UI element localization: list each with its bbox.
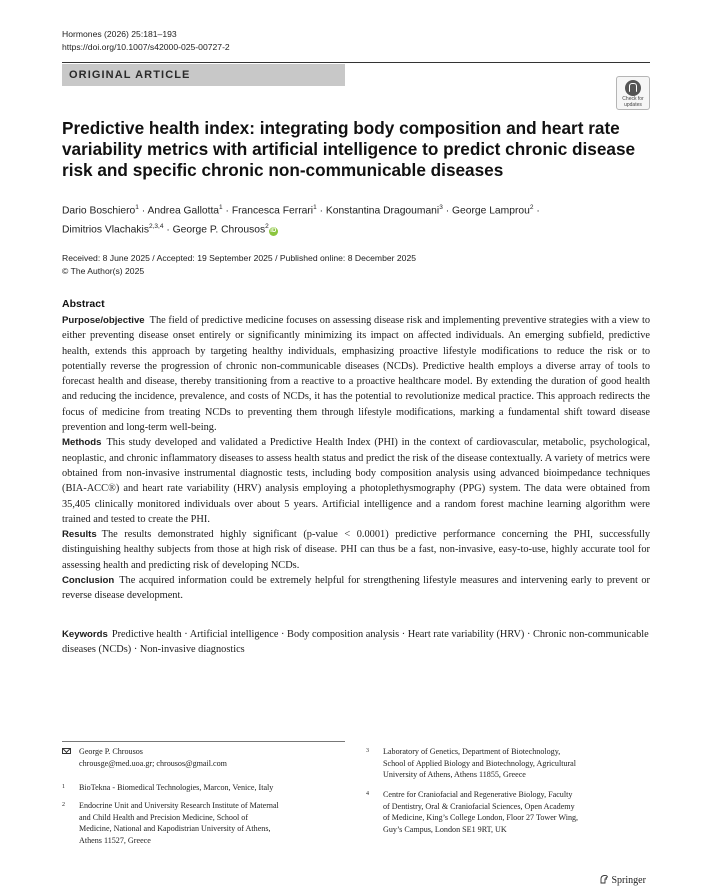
- title-line: variability metrics with artificial intelligence to predict chronic disease: [62, 139, 636, 159]
- correspondence-footnote: [62, 746, 352, 770]
- abstract-section: [62, 435, 650, 527]
- author-name[interactable]: Andrea Gallotta: [147, 205, 220, 217]
- author-name[interactable]: George Lamprou: [451, 205, 530, 217]
- section-text: The results demonstrated highly significant (p-value < 0.0001) predictive performance concerning the PHI, successfully distinguishing healthy subjects from those at high risk of disease. PHI can thus be a fast, non-invasive, easy-to-use, highly accurate tool for assessing health and predicting risk of developing NCDs.: [62, 529, 650, 571]
- abstract-section: [62, 527, 650, 573]
- title-line: Predictive health index: integrating body composition and heart rate: [62, 118, 620, 138]
- author-name[interactable]: Dimitrios Vlachakis: [62, 224, 149, 236]
- corresponding-author: George P. Chrousos: [79, 747, 143, 756]
- keywords-text: Predictive health · Artificial intelligence · Body composition analysis · Heart rate variability (HRV) · Chronic non-communicable diseases (NCDs) · Non-invasive diagnostics: [62, 629, 649, 655]
- section-label: Conclusion: [62, 575, 115, 587]
- footnote-rule: [62, 741, 345, 742]
- orcid-icon[interactable]: iD: [270, 227, 277, 234]
- affiliation-footnote: 4 Centre for Craniofacial and Regenerative Biology, Faculty of Dentistry, Oral & Craniofacial Sciences, Open Academy of Medicine, King’s College London, Floor 27 Tower Wing, Guy’s Campus, London SE1 9RT, UK: [366, 790, 579, 835]
- keywords: [62, 627, 650, 657]
- check-for-updates-badge[interactable]: [616, 76, 650, 110]
- bookmark-icon: [625, 80, 641, 96]
- article-type-banner: ORIGINAL ARTICLE: [62, 64, 345, 86]
- copyright: © The Author(s) 2025: [62, 265, 145, 276]
- author-name[interactable]: Francesca Ferrari: [231, 205, 314, 217]
- section-label: Results: [62, 529, 97, 541]
- corresponding-email[interactable]: chrousge@med.uoa.gr; chrousos@gmail.com: [79, 758, 227, 768]
- journal-header: [62, 28, 230, 54]
- envelope-icon: [62, 748, 71, 754]
- publisher-logo: [599, 874, 646, 886]
- section-label: Methods: [62, 437, 102, 449]
- author-line: Dario Boschiero$^1$ · Andrea Gallotta$^1$ · Francesca Ferrari$^1$ · Konstantina Dragoumani$^3$ · George Lamprou$^2$ ·: [62, 204, 540, 217]
- author-line: Dimitrios Vlachakis$^{2,3,4}$ · George P. Chrousos$^2$iD: [62, 223, 277, 236]
- top-rule: [62, 62, 650, 63]
- affiliation-footnote: 1 BioTekna - Biomedical Technologies, Marcon, Venice, Italy: [62, 783, 274, 792]
- title-line: risk and specific chronic non-communicable diseases: [62, 160, 504, 180]
- section-label: Purpose/objective: [62, 315, 145, 326]
- section-text: The acquired information could be extremely helpful for strengthening lifestyle measures and intervening early to prevent or reverse disease development.: [62, 575, 650, 602]
- author-list: [62, 200, 652, 239]
- affiliation-footnote: 3 Laboratory of Genetics, Department of Biotechnology, School of Applied Biology and Biotechnology, Agricultural University of Athens, Athens 11855, Greece: [366, 747, 577, 780]
- section-text: The field of predictive medicine focuses on assessing disease risk and implementing preventive strategies with a view to either preventing disease onset entirely or significantly minimizing its impact on affected individuals. An emerging subfield, predictive health, extends this approach by targeting healthy individuals, emphasizing proactive lifestyle modifications to reduce the risk or to potentially reverse the progression of chronic non-communicable diseases (NCDs). Predictive health employs a diverse array of tools to forecast health and disease, thereby transitioning from a reactive to a proactive healthcare model. By extending the duration of good health and reducing the incidence, prevalence, and costs of NCDs, it has the potential to revolutionize medical practice. This approach redirects the focus of medicine from treating NCDs to preventing them through lifestyle modifications, marking a fundamental shift toward disease prevention and long-term well-being.: [62, 315, 650, 434]
- abstract-heading: Abstract: [62, 298, 105, 310]
- doi-link[interactable]: https://doi.org/10.1007/s42000-025-00727-2: [62, 42, 230, 52]
- abstract-section: [62, 573, 650, 604]
- author-name[interactable]: George P. Chrousos: [172, 224, 266, 236]
- springer-horse-icon: [599, 874, 609, 884]
- publisher-name: Springer: [611, 875, 646, 886]
- check-updates-label: Check for updates: [622, 96, 644, 108]
- keywords-label: Keywords: [62, 629, 108, 640]
- author-name[interactable]: Dario Boschiero: [62, 205, 136, 217]
- author-name[interactable]: Konstantina Dragoumani: [325, 205, 440, 217]
- abstract-body: [62, 313, 650, 604]
- journal-citation: Hormones (2026) 25:181–193: [62, 29, 177, 39]
- article-title: [62, 118, 642, 181]
- publication-dates: [62, 252, 416, 277]
- section-text: This study developed and validated a Predictive Health Index (PHI) in the context of cardiovascular, metabolic, psychological, neoplastic, and chronic inflammatory diseases to assess health status and predict the risk of the disease contextually. A variety of metrics were obtained from non-invasive instrumental diagnostic tests, including body composition analysis using advanced bioimpedance techniques (BIA-ACC®) and heart rate variability (HRV) analysis employing a photoplethysmography (PPG) system. The data were obtained from 35,405 clinically monitored individuals over about 5 years. Artificial intelligence and a random forest machine learning algorithm were trained and tested to create the PHI.: [62, 437, 650, 525]
- history-dates: Received: 8 June 2025 / Accepted: 19 September 2025 / Published online: 8 December 2025: [62, 253, 417, 263]
- abstract-section: [62, 313, 650, 435]
- affiliation-footnote: 2 Endocrine Unit and University Research Institute of Maternal and Child Health and Precision Medicine, School of Medicine, National and Kapodistrian University of Athens, Athens 11527, Greece: [62, 801, 279, 846]
